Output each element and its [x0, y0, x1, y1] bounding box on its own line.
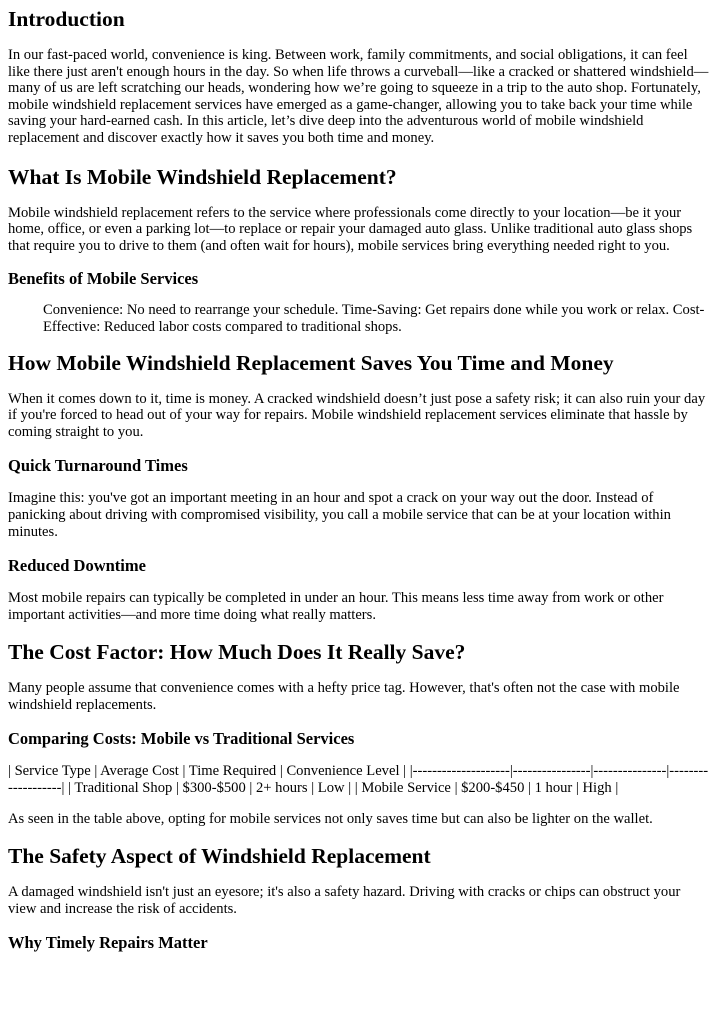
paragraph-cost-factor: Many people assume that convenience comes with a hefty price tag. However, that's often not the case with mobile windshield replacements. [8, 680, 680, 713]
paragraph-reduced-downtime: Most mobile repairs can typically be completed in under an hour. This means less time away from work or other important activities—and more time doing what really matters. [8, 590, 664, 623]
paragraph-what-is: Mobile windshield replacement refers to the service where professionals come directly to your location—be it your home, office, or even a parking lot—to replace or repair your damaged auto glass. Unlike traditional auto glass shops that require you to drive to them (and often wait for hours), mobile services bring everything needed right to you. [8, 204, 693, 254]
paragraph-table-followup: As seen in the table above, opting for mobile services not only saves time but can also be lighter on the wallet. [8, 810, 653, 827]
markdown-table-text: | Service Type | Average Cost | Time Required | Convenience Level | |--------------------|----------------|---------------|-------------------| | Traditional Shop | $300-$500 | 2+ hours | Low | | Mobile Service | $200-$450 | 1 hour | High | [8, 763, 709, 797]
article-body [0, 6, 712, 953]
paragraph-how-saves: When it comes down to it, time is money. A cracked windshield doesn’t just pose a safety risk; it can also ruin your day if you're forced to head out of your way for repairs. Mobile windshield replacement services eliminate that hassle by coming straight to you. [8, 390, 706, 440]
heading-benefits: Benefits of Mobile Services [8, 269, 199, 289]
paragraph-quick-turnaround: Imagine this: you've got an important meeting in an hour and spot a crack on your way out the door. Instead of panicking about driving with compromised visibility, you call a mobile service that can be at your location within minutes. [8, 490, 671, 540]
heading-introduction: Introduction [8, 7, 125, 31]
heading-cost-factor: The Cost Factor: How Much Does It Really Save? [8, 640, 466, 665]
heading-what-is: What Is Mobile Windshield Replacement? [8, 164, 397, 189]
benefits-blockquote: Convenience: No need to rearrange your schedule. Time-Saving: Get repairs done while you work or relax. Cost-Effective: Reduced labor costs compared to traditional shops. [43, 302, 705, 335]
heading-comparing-costs: Comparing Costs: Mobile vs Traditional Services [8, 729, 355, 749]
paragraph-introduction: In our fast-paced world, convenience is king. Between work, family commitments, and social obligations, it can feel like there just aren't enough hours in the day. So when life throws a curveball—like a cracked or shattered windshield—many of us are left scratching our heads, wondering how we’re going to squeeze in a trip to the auto shop. Fortunately, mobile windshield replacement services have emerged as a game-changer, allowing you to take back your time while saving your hard-earned cash. In this article, let’s dive deep into the adventurous world of mobile windshield replacement and discover exactly how it saves you both time and money. [8, 47, 709, 146]
heading-how-saves: How Mobile Windshield Replacement Saves You Time and Money [8, 350, 614, 375]
heading-safety-aspect: The Safety Aspect of Windshield Replacement [8, 844, 431, 869]
heading-reduced-downtime: Reduced Downtime [8, 556, 146, 576]
heading-quick-turnaround: Quick Turnaround Times [8, 456, 188, 476]
paragraph-safety-aspect: A damaged windshield isn't just an eyesore; it's also a safety hazard. Driving with cracks or chips can obstruct your view and increase the risk of accidents. [8, 884, 681, 917]
heading-timely-repairs: Why Timely Repairs Matter [8, 933, 208, 953]
